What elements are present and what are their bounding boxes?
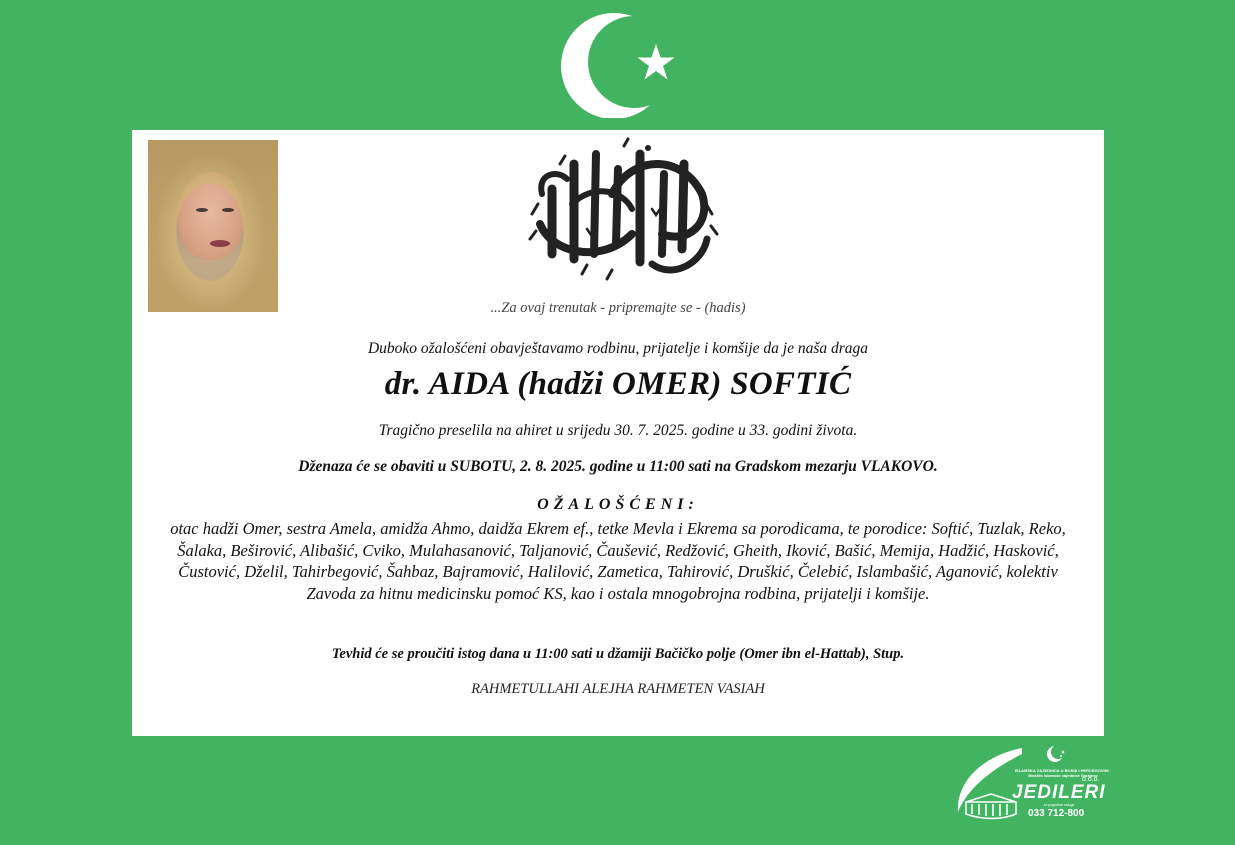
closing-prayer: RAHMETULLAHI ALEJHA RAHMETEN VASIAH bbox=[471, 681, 765, 697]
logo-organization: ISLAMSKA ZAJEDNICA U BOSNI I HERCEGOVINI · Medžlis Islamske zajednice Sarajevo bbox=[1014, 768, 1112, 778]
deceased-name: dr. AIDA (hadži OMER) SOFTIĆ bbox=[384, 366, 852, 402]
portrait-lips bbox=[210, 240, 230, 247]
logo-brand: JEDILERI bbox=[1012, 782, 1106, 803]
portrait-photo bbox=[148, 140, 278, 312]
obituary-card bbox=[132, 130, 1104, 736]
portrait-eye bbox=[196, 208, 208, 212]
logo-tagline: za pogrebne usluge bbox=[1043, 803, 1075, 807]
announcement-intro: Duboko ožalošćeni obavještavamo rodbinu, prijatelje i komšije da je naša draga bbox=[367, 340, 869, 357]
portrait-eye bbox=[222, 208, 234, 212]
logo-phone: 033 712-800 bbox=[1028, 808, 1085, 819]
funeral-details: Dženaza će se obaviti u SUBOTU, 2. 8. 2025. godine u 11:00 sati na Gradskom mezarju VLAKOVO. bbox=[298, 458, 938, 475]
logo-suffix: d.o.o. bbox=[1082, 776, 1100, 783]
arabic-calligraphy-icon bbox=[512, 134, 732, 289]
tevhid-details: Tevhid će se proučiti istog dana u 11:00 sati u džamiji Bačičko polje (Omer ibn el-Hattab), Stup. bbox=[331, 646, 905, 662]
mourners-heading: OŽALOŠĆENI: bbox=[537, 496, 699, 513]
hadis-quote: ...Za ovaj trenutak - pripremajte se - (hadis) bbox=[490, 300, 746, 316]
crescent-star-icon bbox=[560, 12, 680, 118]
funeral-service-logo bbox=[952, 742, 1112, 828]
portrait-hair bbox=[148, 140, 278, 312]
date-of-death: Tragično preselila na ahiret u srijedu 30. 7. 2025. godine u 33. godini života. bbox=[378, 422, 858, 439]
mourners-list: otac hadži Omer, sestra Amela, amidža Ahmo, daidža Ekrem ef., tetke Mevla i Ekrema sa porodicama, te porodice: Softić, Tuzlak, Reko, Šalaka, Beširović, Alibašić, Cviko, Mulahasanović, Taljanović, Čaušević, Redžović, Gheith, Iković, Bašić, Memija, Hadžić, Hasković, Čustović, Dželil, Tahirbegović, Šahbaz, Bajramović, Halilović, Zametica, Tahirović, Druškić, Čelebić, Islambašić, Aganović, kolektiv Zavoda za hitnu medicinsku pomoć KS, kao i ostala mnogobrojna rodbina, prijatelji i komšije. bbox=[170, 519, 1066, 603]
